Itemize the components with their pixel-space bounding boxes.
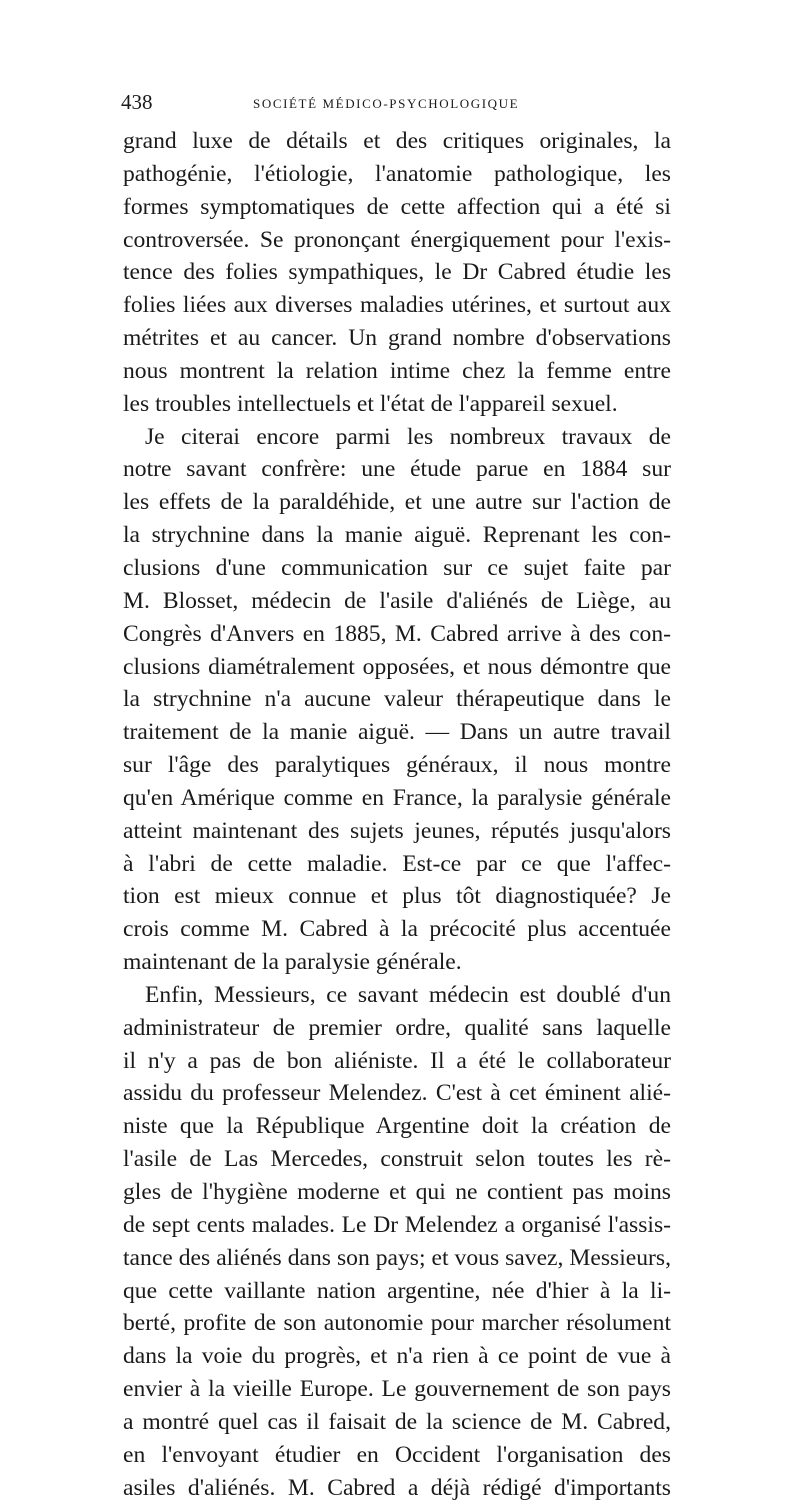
text-line: dans la voie du progrès, et n'a rien à ce point de vue à <box>123 1343 671 1370</box>
text-line: controversée. Se prononçant énergiquement pour l'exis- <box>123 226 671 253</box>
text-line: traitement de la manie aiguë. — Dans un autre travail <box>123 719 671 746</box>
page-number: 438 <box>121 90 153 114</box>
text-line: pathogénie, l'étiologie, l'anatomie pathologique, les <box>123 160 671 187</box>
text-line: il n'y a pas de bon aliéniste. Il a été le collaborateur <box>123 1047 671 1074</box>
text-line: notre savant confrère: une étude parue en 1884 sur <box>123 456 671 483</box>
text-line: la strychnine dans la manie aiguë. Reprenant les con- <box>123 522 671 549</box>
text-line: clusions d'une communication sur ce sujet faite par <box>123 554 671 581</box>
text-line: Je citerai encore parmi les nombreux travaux de <box>145 423 671 450</box>
text-line: folies liées aux diverses maladies utérines, et surtout aux <box>123 292 671 319</box>
text-line: clusions diamétralement opposées, et nous démontre que <box>123 653 671 680</box>
text-line: les troubles intellectuels et l'état de l'appareil sexuel. <box>123 390 618 417</box>
text-line: maintenant de la paralysie générale. <box>123 949 462 976</box>
text-line: formes symptomatiques de cette affection qui a été si <box>123 193 671 220</box>
text-line: que cette vaillante nation argentine, née d'hier à la li- <box>123 1277 671 1304</box>
text-line: qu'en Amérique comme en France, la paralysie générale <box>123 784 671 811</box>
text-line: atteint maintenant des sujets jeunes, réputés jusqu'alors <box>123 817 671 844</box>
text-line: tion est mieux connue et plus tôt diagnostiquée? Je <box>123 883 671 910</box>
text-line: de sept cents malades. Le Dr Melendez a organisé l'assis- <box>123 1211 671 1238</box>
text-line: asiles d'aliénés. M. Cabred a déjà rédigé d'importants <box>123 1474 671 1501</box>
text-line: administrateur de premier ordre, qualité sans laquelle <box>123 1014 671 1041</box>
text-line: la strychnine n'a aucune valeur thérapeutique dans le <box>123 686 671 713</box>
text-line: tance des aliénés dans son pays; et vous savez, Messieurs, <box>123 1244 671 1271</box>
body-text <box>123 125 671 1504</box>
running-head: SOCIÉTÉ MÉDICO-PSYCHOLOGIQUE <box>253 96 520 111</box>
text-line: gles de l'hygiène moderne et qui ne contient pas moins <box>123 1179 671 1205</box>
text-line: en l'envoyant étudier en Occident l'organisation des <box>123 1441 671 1468</box>
text-line: les effets de la paraldéhide, et une autre sur l'action de <box>123 489 671 516</box>
text-line: Enfin, Messieurs, ce savant médecin est doublé d'un <box>145 981 671 1008</box>
text-line: grand luxe de détails et des critiques originales, la <box>123 128 671 154</box>
text-line: à l'abri de cette maladie. Est-ce par ce que l'affec- <box>123 850 671 877</box>
text-line: crois comme M. Cabred à la précocité plus accentuée <box>123 916 671 943</box>
text-line: Congrès d'Anvers en 1885, M. Cabred arrive à des con- <box>123 620 671 647</box>
text-line: M. Blosset, médecin de l'asile d'aliénés de Liège, au <box>123 587 671 614</box>
text-line: sur l'âge des paralytiques généraux, il nous montre <box>123 752 671 779</box>
text-line: berté, profite de son autonomie pour marcher résolument <box>123 1310 671 1337</box>
text-line: l'asile de Las Mercedes, construit selon toutes les rè- <box>123 1146 671 1173</box>
text-line: assidu du professeur Melendez. C'est à cet éminent alié- <box>123 1080 671 1107</box>
text-line: tence des folies sympathiques, le Dr Cabred étudie les <box>123 259 671 286</box>
text-line: nous montrent la relation intime chez la femme entre <box>123 357 671 384</box>
text-line: envier à la vieille Europe. Le gouvernement de son pays <box>123 1376 671 1403</box>
page-header <box>121 88 672 118</box>
text-line: niste que la République Argentine doit la création de <box>123 1113 671 1140</box>
text-line: a montré quel cas il faisait de la science de M. Cabred, <box>123 1408 671 1435</box>
text-line: métrites et au cancer. Un grand nombre d'observations <box>123 325 671 352</box>
